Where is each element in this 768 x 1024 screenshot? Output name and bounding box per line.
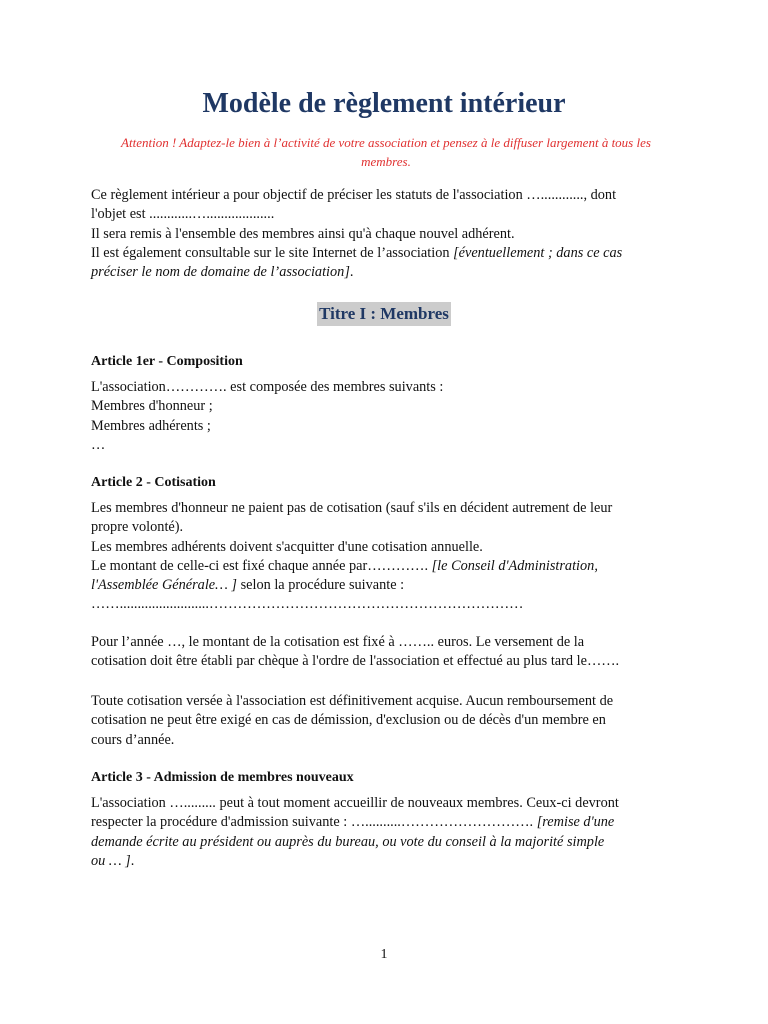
article-1-line-4: …: [91, 436, 106, 453]
intro-line-3: Il sera remis à l'ensemble des membres ainsi qu'à chaque nouvel adhérent.: [91, 225, 515, 242]
article-1-line-1: L'association…………. est composée des membres suivants :: [91, 379, 444, 395]
section-heading-wrap: [0, 302, 768, 326]
article-2-line-5-italic: l'Assemblée Générale… ]: [91, 577, 237, 594]
article-2-line-3: Les membres adhérents doivent s'acquitter d'une cotisation annuelle.: [91, 538, 483, 555]
intro-line-1: Ce règlement intérieur a pour objectif de préciser les statuts de l'association …............, dont: [91, 187, 617, 203]
article-1-heading: Article 1er - Composition: [91, 354, 243, 369]
article-3-line-4-end: .: [130, 852, 135, 869]
article-2-p3-line-2: cotisation ne peut être exigé en cas de démission, d'exclusion ou de décès d'un membre en: [91, 712, 606, 729]
article-3-line-2-text: respecter la procédure d'admission suivante : …..........……………………….: [91, 814, 537, 831]
article-2-line-5-text: selon la procédure suivante :: [237, 577, 405, 594]
document-title: Modèle de règlement intérieur: [202, 88, 566, 119]
intro-line-4: [91, 244, 681, 263]
article-2-line-4-text: Le montant de celle-ci est fixé chaque année par………….: [91, 557, 432, 574]
article-2-p3-line-3: cours d’année.: [91, 731, 175, 748]
section-heading: Titre I : Membres: [317, 302, 451, 326]
article-2-line-5: [91, 576, 681, 595]
intro-line-2: l'objet est ............…...................: [91, 206, 275, 223]
article-1-line-2: Membres d'honneur ;: [91, 398, 213, 415]
page-number: 1: [380, 947, 388, 962]
article-1-body: [91, 378, 681, 455]
intro-paragraph: [91, 186, 681, 282]
intro-line-4-text: Il est également consultable sur le site Internet de l’association: [91, 244, 454, 261]
intro-line-5-italic: préciser le nom de domaine de l’association]: [91, 264, 350, 281]
article-3-heading: Article 3 - Admission de membres nouveaux: [91, 770, 354, 785]
article-2-line-6: …….........................…………………………………………………………: [91, 596, 524, 613]
article-2-heading: Article 2 - Cotisation: [91, 475, 216, 490]
intro-line-4-italic: [éventuellement ; dans ce cas: [453, 244, 623, 261]
article-3-line-4-italic: ou … ]: [91, 852, 131, 869]
article-2-line-4-italic: [le Conseil d'Administration,: [431, 557, 598, 574]
article-3-line-3: demande écrite au président ou auprès du bureau, ou vote du conseil à la majorité simple: [91, 833, 605, 850]
article-2-line-1: Les membres d'honneur ne paient pas de cotisation (sauf s'ils en décident autrement de leur: [91, 500, 613, 516]
article-2-p2-line-2: cotisation doit être établi par chèque à l'ordre de l'association et effectué au plus tard le…….: [91, 653, 620, 670]
article-2-line-2: propre volonté).: [91, 519, 184, 536]
article-1-line-3: Membres adhérents ;: [91, 417, 211, 434]
attention-note: [86, 133, 686, 171]
article-2-paragraph-2: [91, 633, 681, 672]
intro-line-5-end: .: [349, 264, 354, 281]
article-3-line-2: [91, 813, 681, 832]
article-2-paragraph-3: [91, 692, 681, 750]
attention-line-1: Attention ! Adaptez-le bien à l’activité de votre association et pensez à le diffuser largement à tous les: [121, 135, 651, 150]
article-3-line-1: L'association …......... peut à tout moment accueillir de nouveaux membres. Ceux-ci devront: [91, 795, 619, 811]
intro-line-5: [91, 263, 681, 282]
article-3-line-4: [91, 852, 681, 871]
article-2-line-4: [91, 557, 681, 576]
article-2-paragraph-1: [91, 499, 681, 615]
attention-line-2: membres.: [361, 154, 411, 169]
article-2-p2-line-1: Pour l’année …, le montant de la cotisation est fixé à …….. euros. Le versement de la: [91, 634, 585, 650]
article-2-p3-line-1: Toute cotisation versée à l'association est définitivement acquise. Aucun remboursement de: [91, 693, 614, 709]
article-3-line-2-italic: [remise d'une: [536, 814, 615, 831]
article-3-body: [91, 794, 681, 871]
